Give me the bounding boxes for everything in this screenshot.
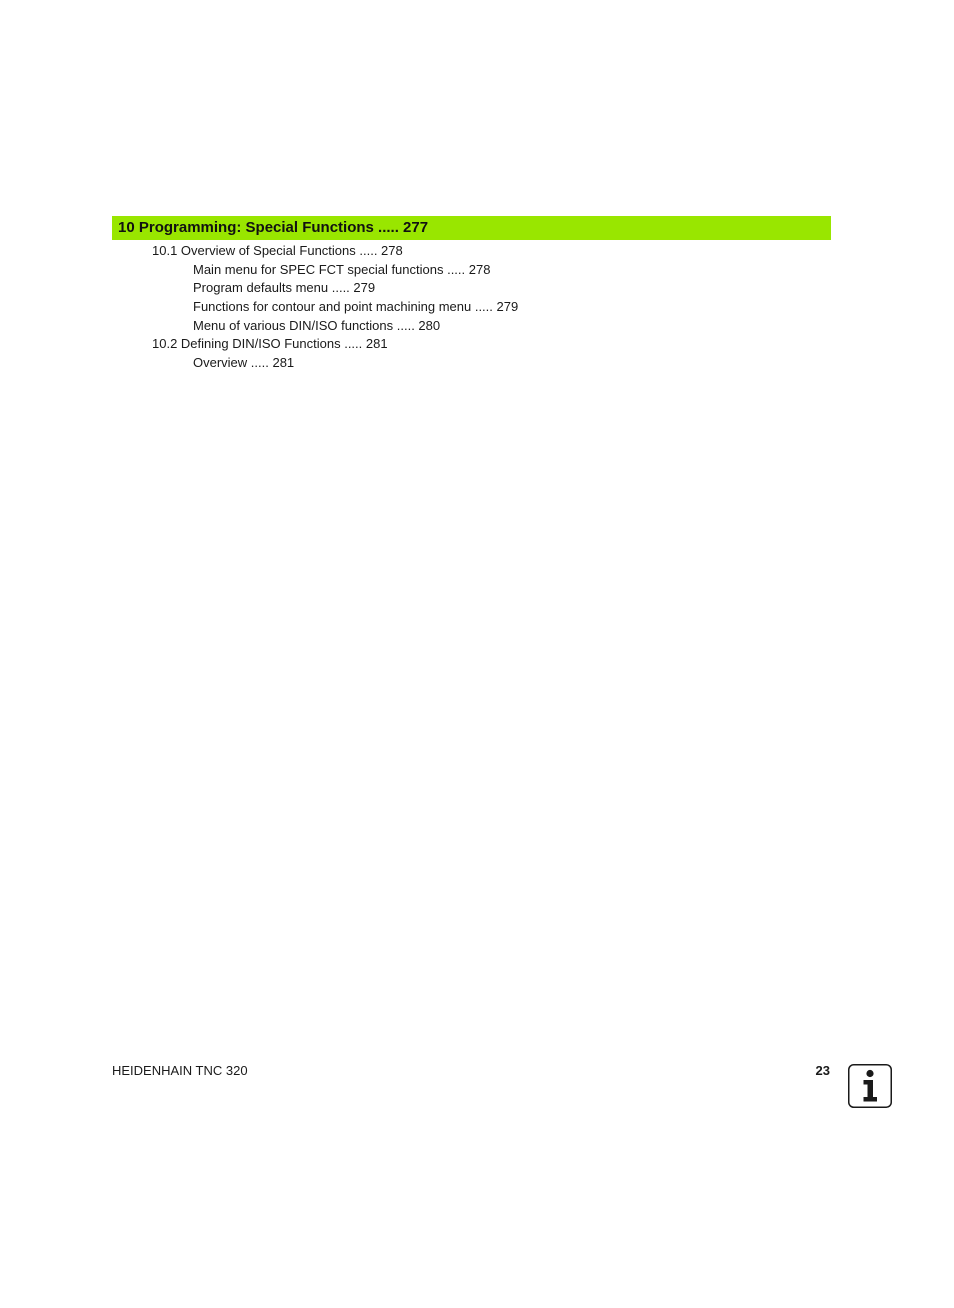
info-icon <box>848 1064 892 1108</box>
chapter-title[interactable]: 10 Programming: Special Functions ..... 277 <box>118 219 429 236</box>
toc-section-10-2[interactable]: 10.2 Defining DIN/ISO Functions ..... 281 <box>152 336 388 351</box>
toc-entry-contour-point[interactable]: Functions for contour and point machining menu ..... 279 <box>193 299 519 314</box>
toc-entry-din-iso-menu[interactable]: Menu of various DIN/ISO functions ..... 280 <box>193 318 441 333</box>
toc-entry-overview[interactable]: Overview ..... 281 <box>193 355 295 370</box>
toc-entry-main-menu[interactable]: Main menu for SPEC FCT special functions ..... 278 <box>193 262 491 277</box>
footer-product-name: HEIDENHAIN TNC 320 <box>112 1063 248 1078</box>
toc-section-10-1[interactable]: 10.1 Overview of Special Functions ..... 278 <box>152 243 403 258</box>
footer-page-number: 23 <box>815 1063 830 1078</box>
chapter-heading-bar <box>112 216 831 240</box>
toc-entry-program-defaults[interactable]: Program defaults menu ..... 279 <box>193 280 376 295</box>
